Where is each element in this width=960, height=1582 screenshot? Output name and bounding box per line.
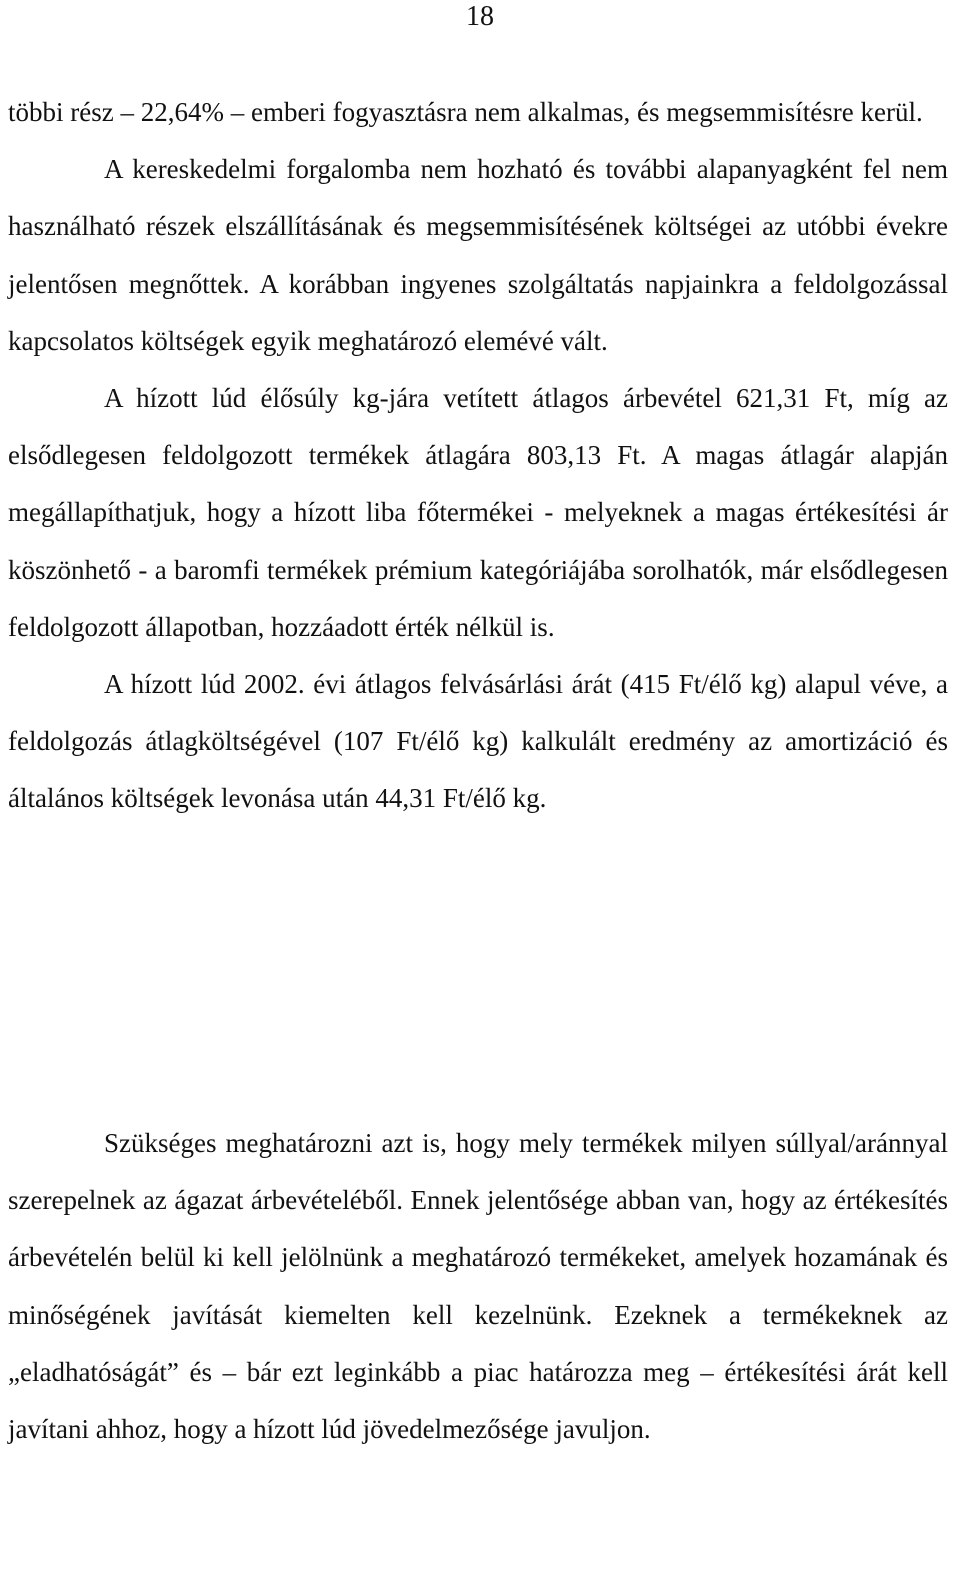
paragraph-continuation: többi rész – 22,64% – emberi fogyasztásra nem alkalmas, és megsemmisítésre kerül. bbox=[8, 97, 923, 127]
paragraph-revenue: A hízott lúd élősúly kg-jára vetített átlagos árbevétel 621,31 Ft, míg az elsődlegesen feldolgozott termékek átlagára 803,13 Ft. A magas átlagár alapján megállapíthatjuk, hogy a hízott liba főtermékei - melyeknek a magas értékesítési ár köszönhető - a baromfi termékek prémium kategóriájába sorolhatók, már elsődlegesen feldolgozott állapotban, hozzáadott érték nélkül is. bbox=[8, 383, 948, 642]
text-block-main bbox=[8, 84, 948, 828]
page-number: 18 bbox=[466, 1, 494, 32]
paragraph-purchase-price: A hízott lúd 2002. évi átlagos felvásárlási árát (415 Ft/élő kg) alapul véve, a feldolgozás átlagköltségével (107 Ft/élő kg) kalkulált eredmény az amortizáció és általános költségek levonása után 44,31 Ft/élő kg. bbox=[8, 669, 948, 814]
paragraph-disposal-costs: A kereskedelmi forgalomba nem hozható és további alapanyagként fel nem használható részek elszállításának és megsemmisítésének költségei az utóbbi évekre jelentősen megnőttek. A korábban ingyenes szolgáltatás napjainkra a feldolgozással kapcsolatos költségek egyik meghatározó elemévé vált. bbox=[8, 154, 948, 356]
paragraph-product-weight: Szükséges meghatározni azt is, hogy mely termékek milyen súllyal/aránnyal szerepelnek az ágazat árbevételéből. Ennek jelentősége abban van, hogy az értékesítés árbevételén belül ki kell jelölnünk a meghatározó termékeket, amelyek hozamának és minőségének javítását kiemelten kell kezelnünk. Ezeknek a termékeknek az „eladhatóságát” és – bár ezt leginkább a piac határozza meg – értékesítési árát kell javítani ahhoz, hogy a hízott lúd jövedelmezősége javuljon. bbox=[8, 1128, 948, 1445]
text-block-secondary bbox=[8, 1115, 948, 1458]
